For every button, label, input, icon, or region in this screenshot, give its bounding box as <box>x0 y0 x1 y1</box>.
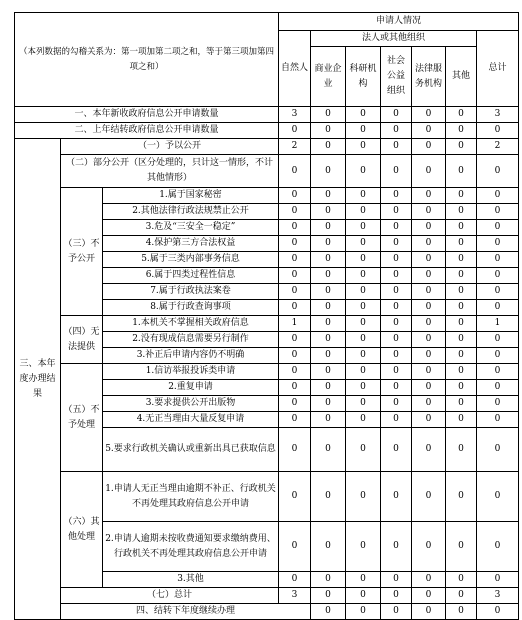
cell: 0 <box>381 412 412 428</box>
total-header: 总计 <box>477 31 519 107</box>
cell: 1 <box>279 316 311 332</box>
cell: 0 <box>412 300 446 316</box>
cell: 0 <box>412 572 446 588</box>
social-header: 社会公益组织 <box>381 47 412 107</box>
cell: 0 <box>477 572 519 588</box>
cell: 0 <box>381 348 412 364</box>
cell: 0 <box>477 123 519 139</box>
group-label: （六）其他处理 <box>61 472 103 588</box>
cell: 0 <box>381 300 412 316</box>
cell: 0 <box>446 284 477 300</box>
cell: 0 <box>477 332 519 348</box>
cell: 0 <box>381 252 412 268</box>
cell: 0 <box>279 412 311 428</box>
cell: 0 <box>279 572 311 588</box>
cell: 0 <box>477 300 519 316</box>
table-row <box>15 364 519 380</box>
cell: 0 <box>279 220 311 236</box>
cell: 0 <box>412 204 446 220</box>
cell: 0 <box>346 139 381 155</box>
cell: 0 <box>412 188 446 204</box>
cell: 0 <box>381 522 412 572</box>
row-label: 4.保护第三方合法权益 <box>103 236 279 252</box>
research-header: 科研机构 <box>346 47 381 107</box>
row-label: 2.没有现成信息需要另行制作 <box>103 332 279 348</box>
cell: 0 <box>311 252 346 268</box>
cell: 0 <box>477 412 519 428</box>
cell: 0 <box>381 204 412 220</box>
cell: 0 <box>311 316 346 332</box>
group-label: （三）不予公开 <box>61 188 103 316</box>
cell: 0 <box>477 364 519 380</box>
row-label: 3.其他 <box>103 572 279 588</box>
cell: 0 <box>346 107 381 123</box>
cell: 0 <box>346 284 381 300</box>
row-label: 1.申请人无正当理由逾期不补正、行政机关不再处理其政府信息公开申请 <box>103 472 279 522</box>
section-three-label: 三、本年度办理结果 <box>15 139 61 620</box>
cell: 0 <box>446 348 477 364</box>
cell: 0 <box>477 188 519 204</box>
cell: 0 <box>381 428 412 472</box>
cell: 0 <box>311 396 346 412</box>
cell: 0 <box>477 284 519 300</box>
cell: 0 <box>311 604 346 620</box>
cell: 0 <box>412 472 446 522</box>
cell: 0 <box>412 316 446 332</box>
cell: 0 <box>381 236 412 252</box>
relation-note: （本列数据的勾稽关系为：第一项加第二项之和，等于第三项加第四项之和） <box>15 13 279 107</box>
cell: 0 <box>279 380 311 396</box>
cell: 0 <box>446 364 477 380</box>
cell: 0 <box>381 155 412 188</box>
other-header: 其他 <box>446 47 477 107</box>
cell: 0 <box>381 139 412 155</box>
cell: 0 <box>279 268 311 284</box>
cell: 0 <box>311 412 346 428</box>
row-label: 一、本年新收政府信息公开申请数量 <box>15 107 279 123</box>
cell: 0 <box>311 188 346 204</box>
row-label: 3.要求提供公开出版物 <box>103 396 279 412</box>
cell: 0 <box>279 332 311 348</box>
cell: 0 <box>446 220 477 236</box>
row-label: （二）部分公开（区分处理的，只计这一情形，不计其他情形） <box>61 155 279 188</box>
cell: 0 <box>446 252 477 268</box>
cell: 0 <box>446 572 477 588</box>
cell: 0 <box>446 604 477 620</box>
cell: 0 <box>477 428 519 472</box>
table-row <box>15 188 519 204</box>
cell: 0 <box>311 123 346 139</box>
cell: 0 <box>346 412 381 428</box>
row-label: 四、结转下年度继续办理 <box>61 604 311 620</box>
cell: 0 <box>279 472 311 522</box>
table-row <box>15 588 519 604</box>
cell: 0 <box>412 604 446 620</box>
cell: 0 <box>279 428 311 472</box>
cell: 0 <box>311 332 346 348</box>
cell: 0 <box>446 472 477 522</box>
cell: 0 <box>311 268 346 284</box>
cell: 0 <box>346 472 381 522</box>
cell: 0 <box>279 188 311 204</box>
cell: 0 <box>412 364 446 380</box>
cell: 0 <box>446 204 477 220</box>
table-row <box>15 155 519 188</box>
cell: 0 <box>381 220 412 236</box>
cell: 3 <box>279 588 311 604</box>
cell: 0 <box>381 588 412 604</box>
cell: 0 <box>346 396 381 412</box>
cell: 0 <box>346 300 381 316</box>
cell: 0 <box>381 380 412 396</box>
cell: 0 <box>412 380 446 396</box>
group-label: （五）不予处理 <box>61 364 103 472</box>
row-label: 2.其他法律行政法规禁止公开 <box>103 204 279 220</box>
cell: 0 <box>446 332 477 348</box>
cell: 0 <box>381 396 412 412</box>
row-label: 7.属于行政执法案卷 <box>103 284 279 300</box>
cell: 0 <box>311 380 346 396</box>
table-row <box>15 123 519 139</box>
cell: 0 <box>311 588 346 604</box>
cell: 0 <box>477 604 519 620</box>
cell: 0 <box>446 396 477 412</box>
cell: 0 <box>279 522 311 572</box>
cell: 0 <box>381 268 412 284</box>
cell: 0 <box>346 252 381 268</box>
cell: 0 <box>446 123 477 139</box>
cell: 0 <box>477 155 519 188</box>
cell: 0 <box>477 348 519 364</box>
cell: 3 <box>477 107 519 123</box>
cell: 0 <box>446 412 477 428</box>
disclosure-table <box>14 12 519 620</box>
cell: 0 <box>279 155 311 188</box>
cell: 0 <box>412 396 446 412</box>
row-label: （一）予以公开 <box>61 139 279 155</box>
cell: 0 <box>477 220 519 236</box>
cell: 0 <box>346 220 381 236</box>
cell: 0 <box>412 236 446 252</box>
row-label: 5.属于三类内部事务信息 <box>103 252 279 268</box>
cell: 2 <box>477 139 519 155</box>
row-label: 2.申请人逾期未按收费通知要求缴纳费用、行政机关不再处理其政府信息公开申请 <box>103 522 279 572</box>
cell: 0 <box>446 107 477 123</box>
cell: 0 <box>279 252 311 268</box>
table-row <box>15 604 519 620</box>
cell: 0 <box>311 204 346 220</box>
cell: 0 <box>477 204 519 220</box>
cell: 0 <box>346 332 381 348</box>
legal-service-header: 法律服务机构 <box>412 47 446 107</box>
cell: 0 <box>381 123 412 139</box>
cell: 0 <box>446 188 477 204</box>
cell: 0 <box>311 348 346 364</box>
cell: 0 <box>381 332 412 348</box>
legal-org-header: 法人或其他组织 <box>311 31 477 47</box>
cell: 0 <box>311 220 346 236</box>
cell: 0 <box>311 107 346 123</box>
cell: 0 <box>381 316 412 332</box>
cell: 0 <box>412 107 446 123</box>
row-label: 6.属于四类过程性信息 <box>103 268 279 284</box>
table-row <box>15 316 519 332</box>
cell: 0 <box>346 380 381 396</box>
table-row <box>15 139 519 155</box>
cell: 3 <box>279 107 311 123</box>
cell: 0 <box>346 204 381 220</box>
cell: 0 <box>412 123 446 139</box>
row-label: 3.危及“三安全一稳定” <box>103 220 279 236</box>
cell: 0 <box>412 522 446 572</box>
cell: 0 <box>381 472 412 522</box>
commercial-header: 商业企业 <box>311 47 346 107</box>
table-row <box>15 107 519 123</box>
cell: 0 <box>412 268 446 284</box>
cell: 0 <box>346 572 381 588</box>
cell: 0 <box>346 188 381 204</box>
cell: 0 <box>311 572 346 588</box>
cell: 0 <box>446 588 477 604</box>
cell: 0 <box>346 316 381 332</box>
cell: 2 <box>279 139 311 155</box>
cell: 0 <box>311 522 346 572</box>
cell: 0 <box>446 139 477 155</box>
cell: 0 <box>311 428 346 472</box>
row-label: 5.要求行政机关确认或重新出具已获取信息 <box>103 428 279 472</box>
cell: 0 <box>412 428 446 472</box>
cell: 0 <box>446 428 477 472</box>
cell: 0 <box>446 316 477 332</box>
cell: 0 <box>477 522 519 572</box>
cell: 0 <box>412 412 446 428</box>
cell: 0 <box>412 284 446 300</box>
cell: 0 <box>346 123 381 139</box>
cell: 0 <box>279 348 311 364</box>
cell: 0 <box>279 204 311 220</box>
row-label: 3.补正后申请内容仍不明确 <box>103 348 279 364</box>
cell: 0 <box>412 252 446 268</box>
cell: 0 <box>311 284 346 300</box>
cell: 0 <box>279 300 311 316</box>
cell: 0 <box>346 268 381 284</box>
cell: 0 <box>346 364 381 380</box>
cell: 0 <box>477 236 519 252</box>
cell: 0 <box>381 572 412 588</box>
cell: 0 <box>477 380 519 396</box>
cell: 0 <box>381 284 412 300</box>
cell: 0 <box>381 188 412 204</box>
cell: 0 <box>381 604 412 620</box>
row-label: （七）总计 <box>61 588 279 604</box>
cell: 0 <box>311 300 346 316</box>
cell: 0 <box>412 220 446 236</box>
cell: 0 <box>311 472 346 522</box>
cell: 0 <box>446 268 477 284</box>
applicant-header: 申请人情况 <box>279 13 519 31</box>
cell: 0 <box>346 588 381 604</box>
row-label: 2.重复申请 <box>103 380 279 396</box>
table-row <box>15 472 519 522</box>
cell: 0 <box>279 236 311 252</box>
cell: 0 <box>279 123 311 139</box>
cell: 0 <box>412 155 446 188</box>
cell: 0 <box>381 107 412 123</box>
cell: 0 <box>346 348 381 364</box>
natural-person-header: 自然人 <box>279 31 311 107</box>
cell: 0 <box>412 332 446 348</box>
cell: 0 <box>412 348 446 364</box>
row-label: 1.本机关不掌握相关政府信息 <box>103 316 279 332</box>
cell: 0 <box>279 284 311 300</box>
cell: 0 <box>381 364 412 380</box>
row-label: 二、上年结转政府信息公开申请数量 <box>15 123 279 139</box>
cell: 0 <box>446 236 477 252</box>
cell: 0 <box>311 139 346 155</box>
row-label: 8.属于行政查询事项 <box>103 300 279 316</box>
cell: 0 <box>412 588 446 604</box>
cell: 0 <box>311 236 346 252</box>
cell: 3 <box>477 588 519 604</box>
cell: 0 <box>279 396 311 412</box>
group-label: （四）无法提供 <box>61 316 103 364</box>
cell: 0 <box>446 522 477 572</box>
cell: 0 <box>346 604 381 620</box>
cell: 0 <box>346 428 381 472</box>
row-label: 1.属于国家秘密 <box>103 188 279 204</box>
cell: 0 <box>477 268 519 284</box>
cell: 0 <box>477 472 519 522</box>
cell: 0 <box>346 236 381 252</box>
cell: 1 <box>477 316 519 332</box>
cell: 0 <box>346 522 381 572</box>
cell: 0 <box>446 155 477 188</box>
cell: 0 <box>311 155 346 188</box>
cell: 0 <box>346 155 381 188</box>
cell: 0 <box>279 364 311 380</box>
cell: 0 <box>446 300 477 316</box>
cell: 0 <box>412 139 446 155</box>
cell: 0 <box>477 252 519 268</box>
cell: 0 <box>477 396 519 412</box>
row-label: 4.无正当理由大量反复申请 <box>103 412 279 428</box>
cell: 0 <box>446 380 477 396</box>
cell: 0 <box>311 364 346 380</box>
row-label: 1.信访举报投诉类申请 <box>103 364 279 380</box>
